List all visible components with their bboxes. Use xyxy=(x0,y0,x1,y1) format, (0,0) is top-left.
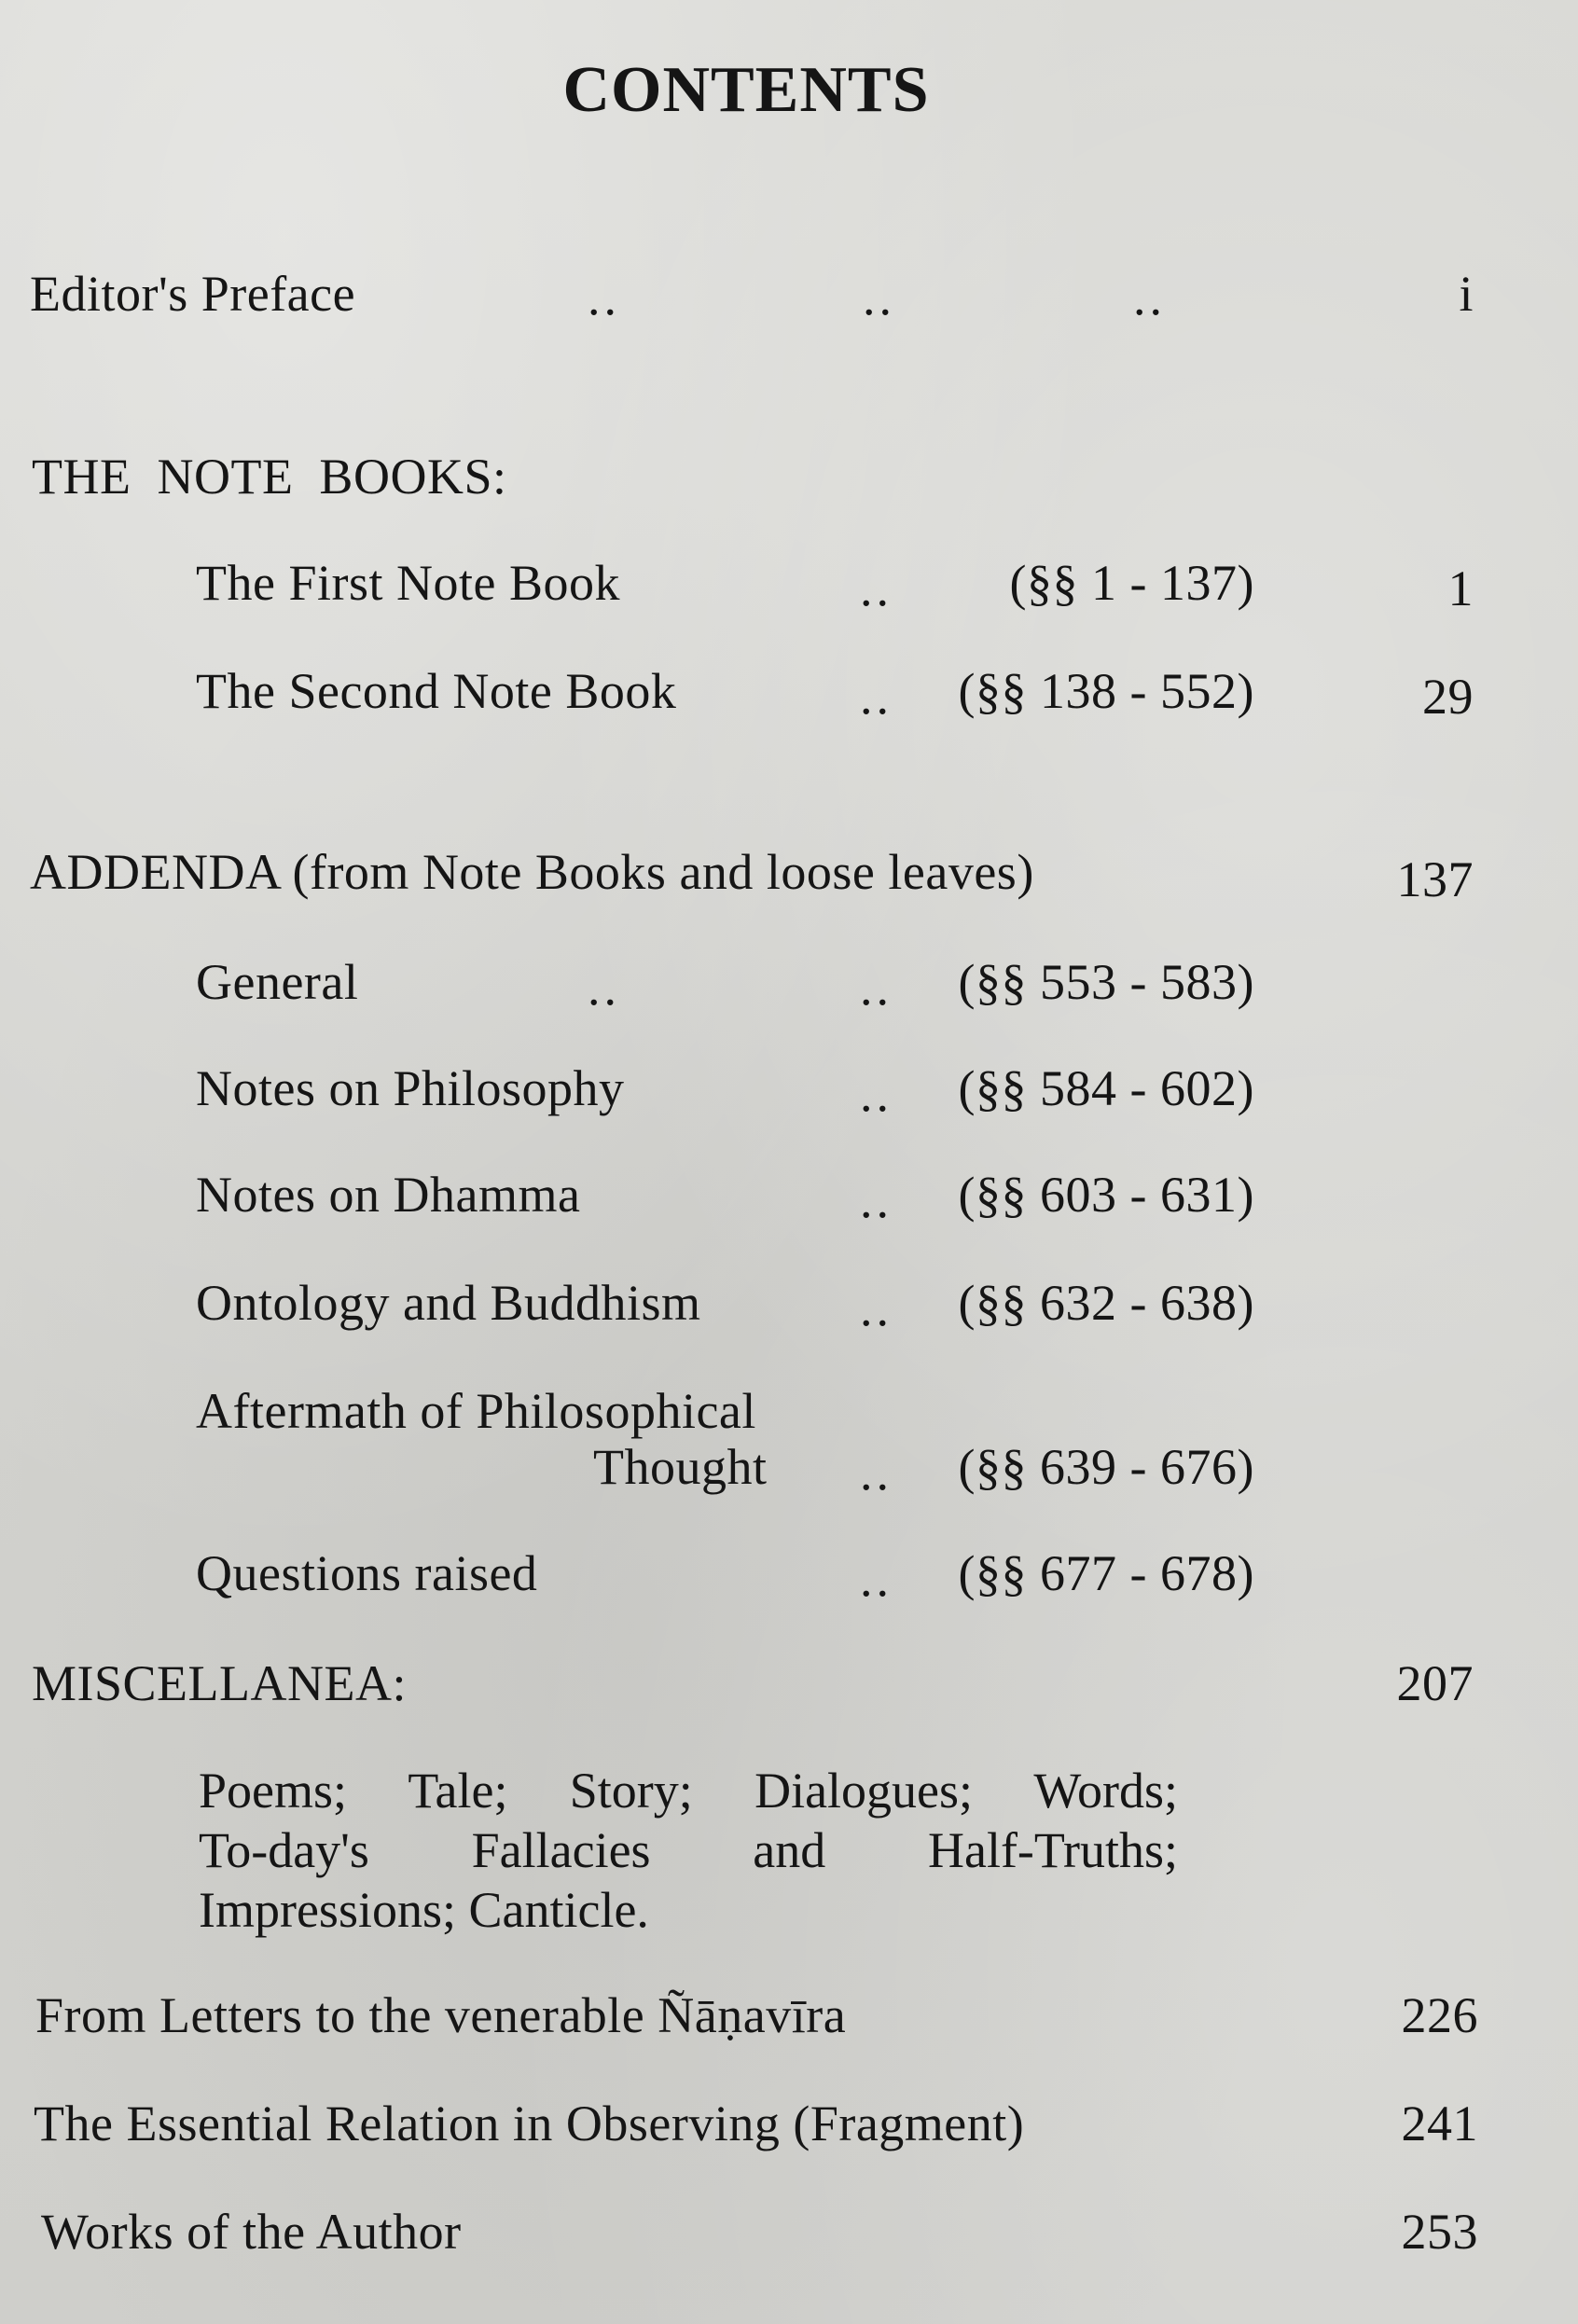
toc-sections-questions: (§§ 677 - 678) xyxy=(958,1545,1254,1601)
toc-entry-preface-label[interactable]: Editor's Preface xyxy=(30,266,356,322)
miscellanea-description xyxy=(199,1761,1178,1940)
toc-entry-works-label[interactable]: Works of the Author xyxy=(41,2204,462,2260)
toc-leader-second: .. xyxy=(860,669,893,725)
toc-leader-preface-3: .. xyxy=(1133,270,1166,325)
miscellanea-line-2: To-day's Fallacies and Half-Truths; xyxy=(199,1822,1178,1878)
toc-sections-first: (§§ 1 - 137) xyxy=(1009,555,1254,611)
toc-entry-ontology-label[interactable]: Ontology and Buddhism xyxy=(196,1275,701,1331)
toc-page-miscellanea: 207 xyxy=(1396,1655,1474,1711)
toc-page-first: 1 xyxy=(1447,560,1474,616)
toc-leader-general-mid: .. xyxy=(588,960,620,1016)
toc-leader-preface-2: .. xyxy=(863,270,895,325)
toc-leader-philosophy: .. xyxy=(860,1066,893,1122)
toc-page-essential: 241 xyxy=(1401,2096,1478,2151)
section-heading-miscellanea[interactable]: MISCELLANEA: xyxy=(32,1655,407,1711)
toc-sections-aftermath: (§§ 639 - 676) xyxy=(958,1439,1254,1495)
toc-page-addenda: 137 xyxy=(1396,851,1474,907)
toc-entry-questions-label[interactable]: Questions raised xyxy=(196,1545,538,1601)
toc-leader-preface-1: .. xyxy=(588,270,620,325)
toc-entry-aftermath-label-line1[interactable]: Aftermath of Philosophical xyxy=(196,1383,756,1439)
toc-entry-first-note-book-label[interactable]: The First Note Book xyxy=(196,555,620,611)
toc-leader-dhamma: .. xyxy=(860,1172,893,1228)
section-heading-addenda[interactable]: ADDENDA (from Note Books and loose leaves) xyxy=(30,844,1034,900)
toc-page-second: 29 xyxy=(1422,669,1474,725)
toc-leader-questions: .. xyxy=(860,1551,893,1607)
miscellanea-line-3: Impressions; Canticle. xyxy=(199,1882,649,1938)
toc-entry-essential-label[interactable]: The Essential Relation in Observing (Fragment) xyxy=(34,2096,1025,2151)
toc-leader-aftermath: .. xyxy=(860,1445,893,1501)
toc-leader-first: .. xyxy=(860,560,893,616)
toc-leader-general: .. xyxy=(860,960,893,1016)
toc-entry-letters-label[interactable]: From Letters to the venerable Ñāṇavīra xyxy=(35,1987,847,2043)
toc-entry-second-note-book-label[interactable]: The Second Note Book xyxy=(196,663,677,719)
toc-entry-philosophy-label[interactable]: Notes on Philosophy xyxy=(196,1060,625,1116)
toc-sections-ontology: (§§ 632 - 638) xyxy=(958,1275,1254,1331)
toc-sections-dhamma: (§§ 603 - 631) xyxy=(958,1167,1254,1223)
section-heading-note-books: THE NOTE BOOKS: xyxy=(32,449,507,505)
miscellanea-line-1: Poems; Tale; Story; Dialogues; Words; xyxy=(199,1763,1178,1819)
toc-entry-aftermath-label-line2[interactable]: Thought xyxy=(593,1439,768,1495)
toc-entry-dhamma-label[interactable]: Notes on Dhamma xyxy=(196,1167,581,1223)
toc-page-works: 253 xyxy=(1401,2204,1478,2260)
toc-sections-second: (§§ 138 - 552) xyxy=(958,663,1254,719)
toc-page-letters: 226 xyxy=(1401,1987,1478,2043)
toc-entry-general-label[interactable]: General xyxy=(196,954,359,1010)
toc-page-preface: i xyxy=(1459,266,1474,322)
toc-sections-philosophy: (§§ 584 - 602) xyxy=(958,1060,1254,1116)
toc-leader-ontology: .. xyxy=(860,1280,893,1336)
page-title: CONTENTS xyxy=(562,54,930,126)
toc-sections-general: (§§ 553 - 583) xyxy=(958,954,1254,1010)
